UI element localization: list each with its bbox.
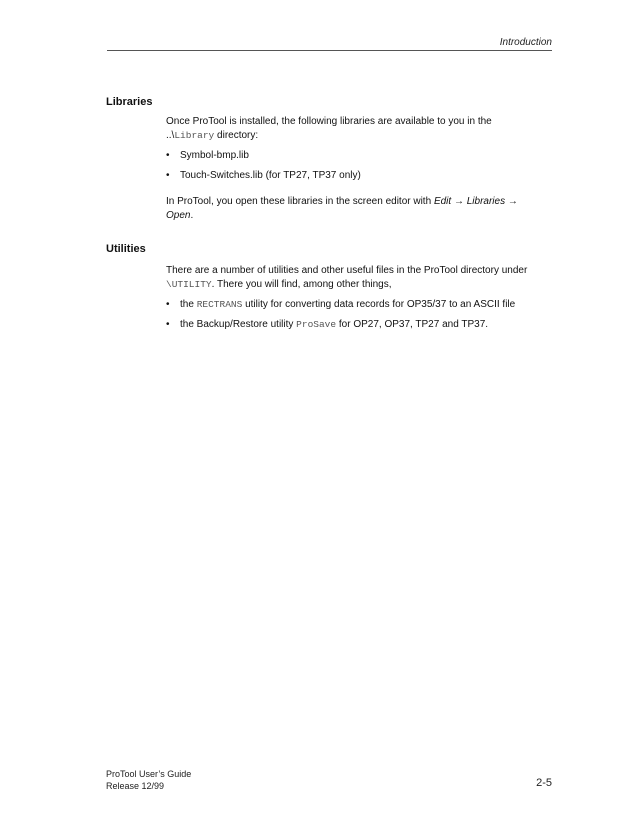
rectrans-utility-name: RECTRANS: [196, 299, 243, 310]
bullet-icon: •: [166, 170, 170, 181]
libraries-open-instruction: In ProTool, you open these libraries in the screen editor with Edit → Libraries → Open.: [166, 196, 518, 221]
footer-release: Release 12/99: [106, 781, 165, 791]
utility-directory-path: \UTILITY: [166, 279, 212, 290]
bullet-icon: •: [166, 319, 170, 330]
libraries-body: [166, 115, 546, 223]
footer-guide-title: ProTool User’s Guide: [106, 769, 192, 779]
footer-document-info: [106, 768, 191, 792]
menu-path-edit: Edit: [433, 196, 452, 207]
libraries-heading: Libraries: [106, 96, 153, 108]
menu-path-libraries: Libraries: [466, 196, 506, 207]
header-divider: [107, 50, 552, 51]
utilities-heading: Utilities: [106, 243, 146, 255]
menu-path-open: Open: [166, 210, 191, 221]
running-header-title: Introduction: [499, 37, 552, 48]
library-directory-path: Library: [174, 130, 215, 141]
bullet-icon: •: [166, 299, 170, 310]
libraries-intro: Once ProTool is installed, the following libraries are available to you in the ..\Library directory:: [166, 116, 492, 141]
prosave-utility-name: ProSave: [296, 319, 337, 330]
utilities-intro: There are a number of utilities and other useful files in the ProTool directory under \UTILITY. There you will find, among other things,: [166, 265, 528, 290]
bullet-icon: •: [166, 150, 170, 161]
page-number: 2-5: [536, 777, 552, 789]
list-item: • Symbol-bmp.lib: [166, 150, 249, 161]
utilities-body: [166, 264, 546, 332]
list-item: • the Backup/Restore utility ProSave for OP27, OP37, TP27 and TP37.: [166, 319, 489, 330]
list-item: • the RECTRANS utility for converting data records for OP35/37 to an ASCII file: [166, 299, 516, 310]
list-item: • Touch-Switches.lib (for TP27, TP37 only): [166, 170, 361, 181]
